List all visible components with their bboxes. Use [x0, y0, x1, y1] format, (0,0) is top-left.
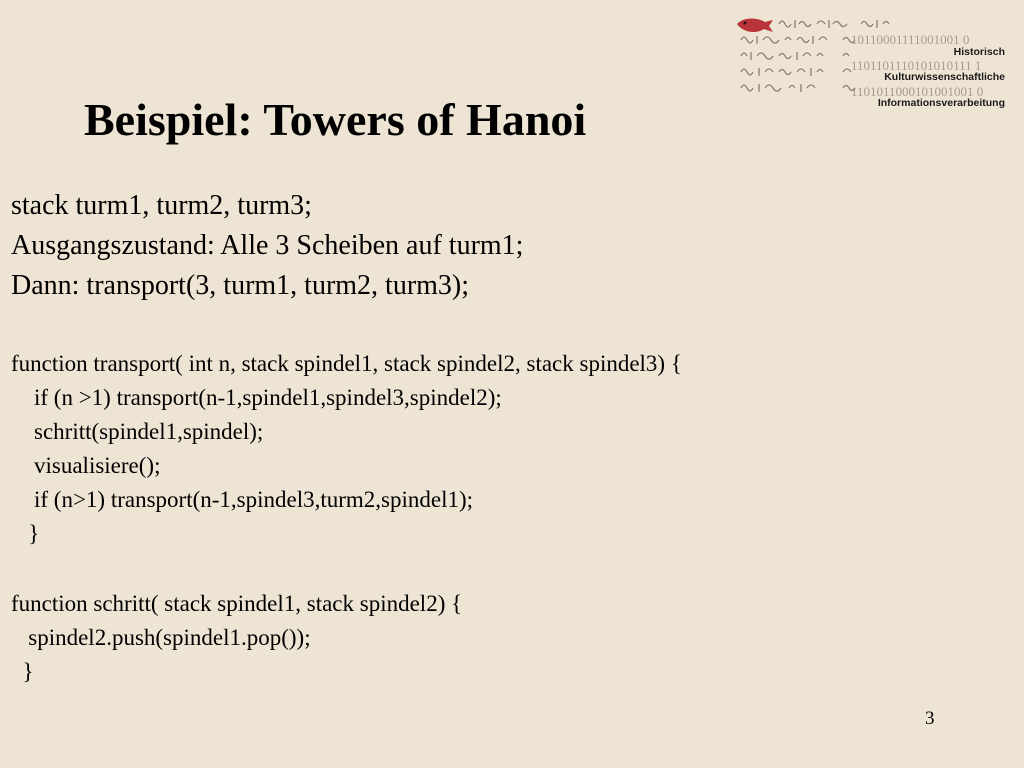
- logo-text-historisch: Historisch: [953, 46, 1005, 58]
- code-line: if (n>1) transport(n-1,spindel3,turm2,spindel1);: [11, 487, 474, 512]
- slide-title: Beispiel: Towers of Hanoi: [84, 94, 587, 145]
- binary-row: 1101101110101010111 1: [851, 58, 982, 73]
- code-line: spindel2.push(spindel1.pop());: [11, 625, 311, 650]
- institute-logo: [733, 14, 1009, 112]
- intro-line: Ausgangszustand: Alle 3 Scheiben auf turm1;: [11, 230, 524, 261]
- code-block-transport: [11, 347, 682, 551]
- binary-row: 1101011000101001001 0: [851, 84, 984, 99]
- code-line: schritt(spindel1,spindel);: [11, 419, 264, 444]
- logo-text-informationsverarbeitung: Informationsverarbeitung: [877, 97, 1005, 109]
- code-line: function transport( int n, stack spindel1, stack spindel2, stack spindel3) {: [11, 351, 682, 376]
- page-number: 3: [925, 708, 935, 729]
- intro-line: stack turm1, turm2, turm3;: [11, 190, 312, 221]
- code-line: if (n >1) transport(n-1,spindel1,spindel3,spindel2);: [11, 385, 502, 410]
- logo-text-kulturwissenschaftliche: Kulturwissenschaftliche: [884, 71, 1005, 83]
- code-block-schritt: [11, 587, 462, 689]
- code-line: function schritt( stack spindel1, stack spindel2) {: [11, 591, 463, 616]
- code-line: }: [11, 659, 34, 684]
- intro-line: Dann: transport(3, turm1, turm2, turm3);: [11, 270, 470, 301]
- code-line: visualisiere();: [11, 453, 161, 478]
- binary-row: 10110001111001001 0: [851, 32, 970, 47]
- intro-text: [11, 186, 523, 306]
- code-line: }: [11, 521, 40, 546]
